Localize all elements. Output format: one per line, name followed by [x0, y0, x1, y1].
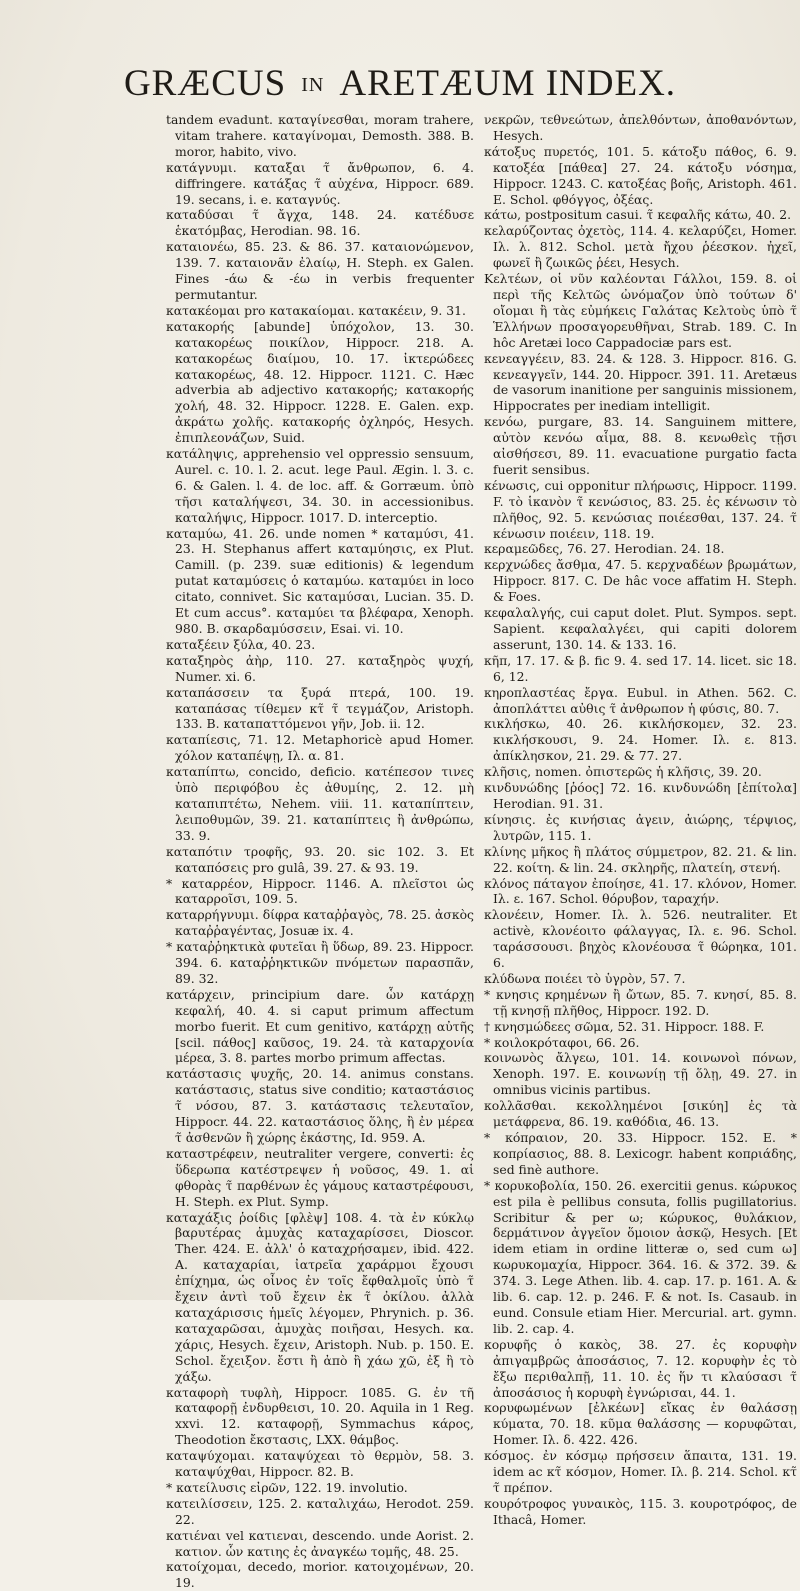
index-entry: κατάρχειν, principium dare. ὧν κατάρχῃ κεφαλή, 40. 4. si caput primum affectum morbo fuerit. Et cum genitivo, κατάρχῃ αὐτῆς [scil. πάθος] καῦσος, 19. 24. τὰ καταρχονία μέρεα, 3. 8. partes morbo primum affectas.	[166, 986, 474, 1066]
index-entry: κικλήσκω, 40. 26. κικλήσκομεν, 32. 23. κικλήσκουσι, 9. 24. Homer. Iλ. ε. 813. ἀπίκλησκον, 21. 29. & 77. 27.	[484, 716, 797, 764]
index-entry: κατάστασις ψυχῆς, 20. 14. animus constans. κατάστασις, status sive conditio; καταστάσιος τ̃ νόσου, 87. 3. κατάστασις τελευταῖον, Hippocr. 44. 22. καταστάσιος ὅλης, ἢ ἐν μέρεα τ̃ ἀσθενῶν ἢ χώρης ἑκάστης, Id. 959. A.	[166, 1066, 474, 1145]
index-entry: κορυφωμένων [ἐλκέων] εἴκας ἐν θαλάσσῃ κύματα, 70. 18. κῦμα θαλάσσης — κορυφῶται, Homer. Iλ. δ. 422. 426.	[484, 1400, 797, 1448]
index-entry: * καταῤῥηκτικὰ φυτεῖαι ἢ ὕδωρ, 89. 23. Hippocr. 394. 6. καταῤῥηκτικῶν πνόμετων παρασπᾶν, 89. 32.	[166, 939, 474, 986]
index-entry: κίνησις. ἐς κινήσιας ἀγειν, ἀιώρης, τέρψιος, λυτρῶν, 115. 1.	[484, 811, 797, 843]
index-entry: καταιονέω, 85. 23. & 86. 37. καταιονώμενον, 139. 7. καταιονᾶν ἐλαίῳ, H. Steph. ex Galen. Fines -άω & -έω in verbis frequenter permutantur.	[166, 239, 474, 302]
index-entry: * κνησις κρημένων ἢ ὤτων, 85. 7. κνησί, 85. 8. τῇ κνησῇ πλῆθος, Hippocr. 192. D.	[484, 986, 797, 1018]
left-column	[166, 112, 474, 1591]
index-entry: κλονέειν, Homer. Iλ. λ. 526. neutraliter. Et activè, κλονέοιτο φάλαγγας, Iλ. ε. 96. Schol. ταράσσουσι. βηχὸς κλονέουσα τ̃ θώρηκα, 101. 6.	[484, 907, 797, 971]
index-entry: κατιέναι vel κατιεναι, descendo. unde Aorist. 2. κατιον. ὧν κατιης ἐς ἀναγκέω τομῆς, 48. 25.	[166, 1527, 474, 1559]
index-entry: κλίνης μῆκος ἢ πλάτος σύμμετρον, 82. 21. & lin. 22. κοίτη. & lin. 24. σκληρῆς, πλατείη, στενή.	[484, 843, 797, 875]
index-entry: κατακέομαι pro κατακαίομαι. κατακέειν, 9. 31.	[166, 302, 466, 318]
index-entry: Κελτέων, οἱ νῦν καλέονται Γάλλοι, 159. 8. οἱ περὶ τῆς Κελτῶς ὠνόμαζον ὑπὸ τούτων δ' οἴομαι ἢ τὰς εὐμήκεις Γαλάτας Κελτοὺς ὑπὸ τ̃ Ἑλλήνων προσαγορευθῆναι, Strab. 189. C. In hôc Aretæi loco Cappadociæ pars est.	[484, 271, 797, 350]
index-entry: * κοιλοκρόταφοι, 66. 26.	[484, 1034, 640, 1050]
index-entry: * καταρρέον, Hippocr. 1146. A. πλεῖστοι ὡς καταρροῖσι, 109. 5.	[166, 875, 474, 907]
index-entry: κατοίχομαι, decedo, morior. κατοιχομένων, 20. 19.	[166, 1559, 474, 1591]
index-entry: * κόπραιον, 20. 33. Hippocr. 152. E. * κοπρίασιος, 88. 8. Lexicogr. habent κοπριάδης, sed finè authore.	[484, 1130, 797, 1177]
index-entry: κεφαλαλγής, cui caput dolet. Plut. Sympos. sept. Sapient. κεφαλαλγέει, qui capiti dolorem asserunt, 130. 14. & 133. 16.	[484, 605, 797, 652]
index-entry: κάτοξυς πυρετός, 101. 5. κάτοξυ πάθος, 6. 9. κατοξέα [πάθεα] 27. 24. κάτοξυ νόσημα, Hippocr. 1243. C. κατοξέας βοῆς, Aristoph. 461. E. Schol. φθόγγος, ὀξέας.	[484, 143, 797, 207]
index-entry: κατακορής [abunde] ὑπόχολον, 13. 30. κατακορέως ποικίλον, Hippocr. 218. A. κατακορέως διαίμου, 10. 17. ἰκτερώδεες κατακορέως, 48. 12. Hippocr. 1121. C. Hæc adverbia ab adjectivo κατακορής; κατακορής χολή, 48. 32. Hippocr. 1228. E. Galen. exp. ἀκράτω χολῆς. κατακορής ὀχληρός, Hesych. ἐπιπλεονάζων, Suid.	[166, 318, 474, 446]
index-entry: tandem evadunt. καταγίνεσθαι, moram trahere, vitam trahere. καταγίνομαι, Demosth. 388. B. moror, habito, vivo.	[166, 112, 474, 159]
index-entry: * κατείλυσις εἰρῶν, 122. 19. involutio.	[166, 1479, 408, 1495]
index-entry: κενόω, purgare, 83. 14. Sanguinem mittere, αὐτὸν κενόω αἷμα, 88. 8. κενωθεὶς τῇσι αἰσθήσεσι, 89. 11. evacuatione purgatio facta fuerit sensibus.	[484, 414, 797, 477]
index-entry: κενεαγγέειν, 83. 24. & 128. 3. Hippocr. 816. G. κενεαγγεῖν, 144. 20. Hippocr. 391. 11. Aretæus de vasorum inanitione per sanguinis missionem, Hippocrates per inediam intelligit.	[484, 350, 797, 414]
index-entry: κουρότροφος γυναικὸς, 115. 3. κουροτρόφος, de Ithacâ, Homer.	[484, 1495, 797, 1527]
header-title-word-3: ARETÆUM INDEX.	[339, 63, 677, 104]
index-entry: καταρρήγνυμι. δίφρα καταῤῥαγὸς, 78. 25. ἀσκὸς καταῤῥαγέντας, Josuæ ix. 4.	[166, 907, 474, 939]
index-entry: κελαρύζοντας ὀχετὸς, 114. 4. κελαρύζει, Homer. Iλ. λ. 812. Schol. μετὰ ἤχου ῥέεσκον. ἠχεῖ, φωνεῖ ἢ ζωικῶς ῥέει, Hesych.	[484, 223, 797, 271]
index-entry: καταπότιν τροφῆς, 93. 20. sic 102. 3. Et καταπόσεις pro gulâ, 39. 27. & 93. 19.	[166, 843, 474, 875]
right-column	[484, 112, 797, 1527]
index-entry: κλύδωνα ποιέει τὸ ὑγρὸν, 57. 7.	[484, 970, 686, 986]
index-entry: κόσμος. ἐν κόσμῳ πρήσσειν ἅπαιτα, 131. 19. idem ac κτ̃ κόσμον, Homer. Iλ. β. 214. Schol. κτ̃ τ̃ πρέπον.	[484, 1448, 797, 1495]
index-entry: κλόνος πάταγον ἐποίησε, 41. 17. κλόνον, Homer. Iλ. ε. 167. Schol. θόρυβον, ταραχήν.	[484, 875, 797, 907]
index-entry: † κνησμώδεες σῶμα, 52. 31. Hippocr. 188. F.	[484, 1018, 765, 1034]
index-entry: καταπίεσις, 71. 12. Metaphoricè apud Homer. χόλον καταπέψῃ, Iλ. α. 81.	[166, 732, 474, 764]
index-entry: καταδύσαι τ̃ ἄγχα, 148. 24. κατέδυσε ἑκατόμβας, Herodian. 98. 16.	[166, 207, 474, 239]
index-entry: καταξηρὸς ἀὴρ, 110. 27. καταξηρὸς ψυχή, Numer. xi. 6.	[166, 652, 474, 684]
index-entry: κλῆσις, nomen. ὀπιστερῶς ἡ κλῆσις, 39. 20.	[484, 764, 762, 780]
index-entry: * κορυκοβολία, 150. 26. exercitii genus. κώρυκος est pila è pellibus consuta, follis pugillatorius. Scribitur & per ω; κώρυκος, θυλάκιον, δερμάτινον ἀγγεῖον ὅμοιον ἀσκῷ, Hesych. [Et idem etiam in ordine litteræ ο, sed cum ω] κωρυκομαχία, Hippocr. 364. 16. & 372. 39. & 374. 3. Lege Athen. lib. 4. cap. 17. p. 161. A. & lib. 6. cap. 12. p. 246. F. & not. Is. Casaub. in eund. Consule etiam Hier. Mercurial. art. gymn. lib. 2. cap. 4.	[484, 1177, 797, 1336]
header-title-word-2: IN	[301, 74, 325, 96]
index-entry: κερχνώδες ἄσθμα, 47. 5. κερχναδέων βρωμάτων, Hippocr. 817. C. De hâc voce affatim H. Steph. & Foes.	[484, 557, 797, 605]
index-entry: κορυφῆς ὁ κακὸς, 38. 27. ἐς κορυφὴν ἀπιγαμβρῶς ἀποσάσιος, 7. 12. κορυφὴν ἐς τὸ ἔξω περιθαλπῇ, 11. 10. ἐς ἥν τι κλαύσασι τ̃ ἀποσάσιος ἡ κορυφὴ ἐγνώρισαι, 44. 1.	[484, 1336, 797, 1400]
header-title-word-1: GRÆCUS	[123, 63, 287, 104]
index-entry: κατάγνυμι. καταξαι τ̃ ἄνθρωπον, 6. 4. diffringere. κατάξας τ̃ αὐχένα, Hippocr. 689. 19. secans, i. e. καταγνύς.	[166, 159, 474, 207]
index-entry: κεραμεῶδες, 76. 27. Herodian. 24. 18.	[484, 541, 725, 557]
index-entry: καταπάσσειν τα ξυρά πτερά, 100. 19. καταπάσας τίθεμεν κτ̃ τ̃ τεγμάζον, Aristoph. 133. B. καταπαττόμενοι γῆν, Job. ii. 12.	[166, 684, 474, 732]
index-entry: κατάληψις, apprehensio vel oppressio sensuum, Aurel. c. 10. l. 2. acut. lege Paul. Ægin. l. 3. c. 6. & Galen. l. 4. de loc. aff. & Gorræum. ὑπὸ τῆσι καταλήψεσι, 34. 30. in accessionibus. καταλήψις, Hippocr. 1017. D. interceptio.	[166, 446, 474, 525]
index-entry: κῆπ, 17. 17. & β. fic 9. 4. sed 17. 14. licet. sic 18. 6, 12.	[484, 652, 797, 684]
index-entry: καταφορὴ τυφλὴ, Hippocr. 1085. G. ἐν τῆ καταφορῇ ἐνδυρθεισι, 10. 20. Aquila in 1 Reg. xxvi. 12. καταφορῇ, Symmachus κάρος, Theodotion ἔκστασις, LXX. θάμβος.	[166, 1384, 474, 1448]
index-entry: κηροπλαστέας ἔργα. Eubul. in Athen. 562. C. ἀποπλάττει αὐθις τ̃ ἀνθρωπον ἡ φύσις, 80. 7.	[484, 684, 797, 716]
index-entry: νεκρῶν, τεθνεώτων, ἀπελθόντων, ἀποθανόντων, Hesych.	[484, 112, 797, 143]
index-entry: κολλᾶσθαι. κεκολλημένοι [σικύη] ἐς τὰ μετάφρενα, 86. 19. καθόδια, 46. 13.	[484, 1098, 797, 1130]
index-entry: καταστρέφειν, neutraliter vergere, converti: ἐς ὕδερωπα κατέστρεψεν ἡ νοῦσος, 49. 1. αἱ φθορὰς τ̃ παρθένων ἐς γάμους καταστρέφουσι, H. Steph. ex Plut. Symp.	[166, 1145, 474, 1209]
index-entry: καταχάξις ῥοίδις [φλὲψ] 108. 4. τὰ ἐν κύκλῳ βαρυτέρας ἀμυχὰς καταχαρίσσει, Dioscor. Ther. 424. E. ἀλλ' ὁ καταχρήσαμεν, ibid. 422. A. καταχαρίαι, ἰατρεῖα χαράρμοι ἔχουσι ἐπίχημα, ὡς οἶνος ἐν τοῖς ἔφθαλμοῖς ὑπὸ τ̃ ἔχειν ἀντὶ τοῦ ἔχειν ἐκ τ̃ ὀκίλου. ἀλλὰ καταχάρισσις ἡμεῖς λέγομεν, Phrynich. p. 36. καταχαρῶσαι, ἀμυχὰς ποιῆσαι, Hesych. κα. χάρις, Hesych. ἔχειν, Aristoph. Nub. p. 150. E. Schol. ἔχειξον. ἔστι ἢ ἀπὸ ἢ χάω χῶ, ἐξ ἢ τὸ χάξω.	[166, 1209, 474, 1384]
index-entry: κατειλίσσειν, 125. 2. καταλιχάω, Herodot. 259. 22.	[166, 1495, 474, 1527]
index-entry: καταμύω, 41. 26. unde nomen * καταμύσι, 41. 23. H. Stephanus affert καταμύησις, ex Plut. Camill. (p. 239. suæ editionis) & legendum putat καταμύσεις ὁ καταμύω. καταμύει in loco citato, connivet. Sic καταμύσαι, Lucian. 35. D. Et cum accus°. καταμύει τα βλέφαρα, Xenoph. 980. B. σκαρδαμύσσειν, Esai. vi. 10.	[166, 525, 474, 636]
index-entry: κάτω, postpositum casui. τ̃ κεφαλῆς κάτω, 40. 2.	[484, 207, 792, 223]
index-entry: κένωσις, cui opponitur πλήρωσις, Hippocr. 1199. F. τὸ ἱκανὸν τ̃ κενώσιος, 83. 25. ἐς κένωσιν τὸ πλῆθος, 92. 5. κενώσιας ποιέεσθαι, 137. 24. τ̃ κένωσιν ποιέειν, 118. 19.	[484, 477, 797, 541]
index-entry: κοινωνὸς ἄλγεω, 101. 14. κοινωνοὶ πόνων, Xenoph. 197. E. κοινωνίῃ τῇ ὅλῃ, 49. 27. in omnibus vicinis partibus.	[484, 1050, 797, 1098]
index-entry: καταξέειν ξύλα, 40. 23.	[166, 636, 316, 652]
index-entry: κινδυνώδης [ῥόος] 72. 16. κινδυνώδη [ἐπίτολα] Herodian. 91. 31.	[484, 780, 797, 811]
page-header	[0, 62, 800, 108]
index-entry: καταπίπτω, concido, deficio. κατέπεσον τινες ὑπὸ περιφόβου ἐς ἀθυμίης, 2. 12. μὴ καταπιπτέτω, Nehem. viii. 11. καταπίπτειν, λειποθυμῶν, 39. 21. καταπίπτεις ἢ ἀνθρώπω, 33. 9.	[166, 764, 474, 843]
index-entry: καταψύχομαι. καταψύχεαι τὸ θερμὸν, 58. 3. καταψύχθαι, Hippocr. 82. B.	[166, 1448, 474, 1480]
